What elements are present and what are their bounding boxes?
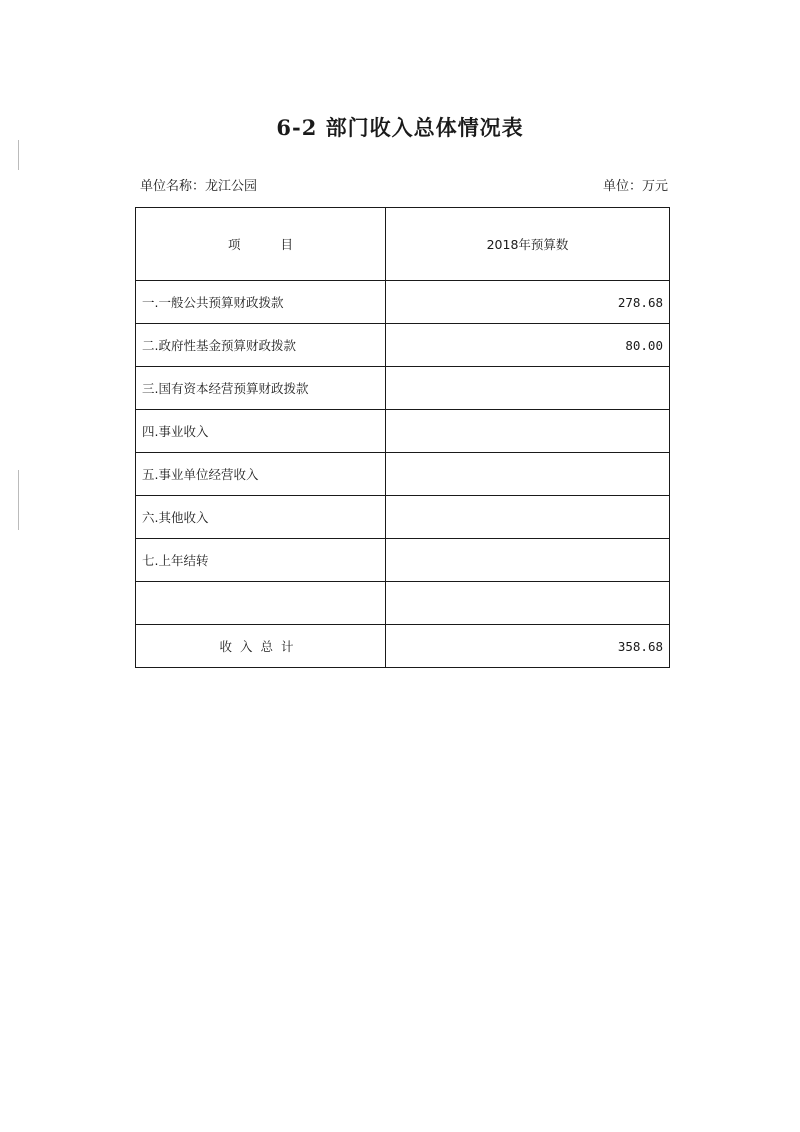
row-item: 一.一般公共预算财政拨款 — [136, 281, 386, 324]
row-item: 四.事业收入 — [136, 410, 386, 453]
row-value — [386, 410, 670, 453]
row-value — [386, 367, 670, 410]
row-value — [386, 539, 670, 582]
row-value — [386, 453, 670, 496]
total-value: 358.68 — [386, 625, 670, 668]
table-row — [136, 453, 670, 496]
page-title: 6-2 部门收入总体情况表 — [276, 115, 524, 140]
total-label: 收入总计 — [136, 625, 386, 668]
table-row — [136, 281, 670, 324]
unit-label: 单位：万元 — [602, 179, 668, 194]
table-total-row — [136, 625, 670, 668]
unit-name: 单位名称：龙江公园 — [140, 179, 258, 194]
scan-artifact-line — [18, 470, 19, 530]
table-row — [136, 582, 670, 625]
table-row — [136, 410, 670, 453]
table-row — [136, 539, 670, 582]
row-value — [386, 496, 670, 539]
row-item: 六.其他收入 — [136, 496, 386, 539]
header-value: 2018年预算数 — [386, 208, 670, 281]
row-value — [386, 582, 670, 625]
row-item: 二.政府性基金预算财政拨款 — [136, 324, 386, 367]
table-row — [136, 496, 670, 539]
table-header-row — [136, 208, 670, 281]
header-item: 项目 — [136, 208, 386, 281]
table-row — [136, 324, 670, 367]
row-item: 五.事业单位经营收入 — [136, 453, 386, 496]
table-row — [136, 367, 670, 410]
row-item — [136, 582, 386, 625]
income-table — [135, 207, 670, 668]
row-value: 278.68 — [386, 281, 670, 324]
row-item: 七.上年结转 — [136, 539, 386, 582]
scan-artifact-line — [18, 140, 19, 170]
row-value: 80.00 — [386, 324, 670, 367]
row-item: 三.国有资本经营预算财政拨款 — [136, 367, 386, 410]
